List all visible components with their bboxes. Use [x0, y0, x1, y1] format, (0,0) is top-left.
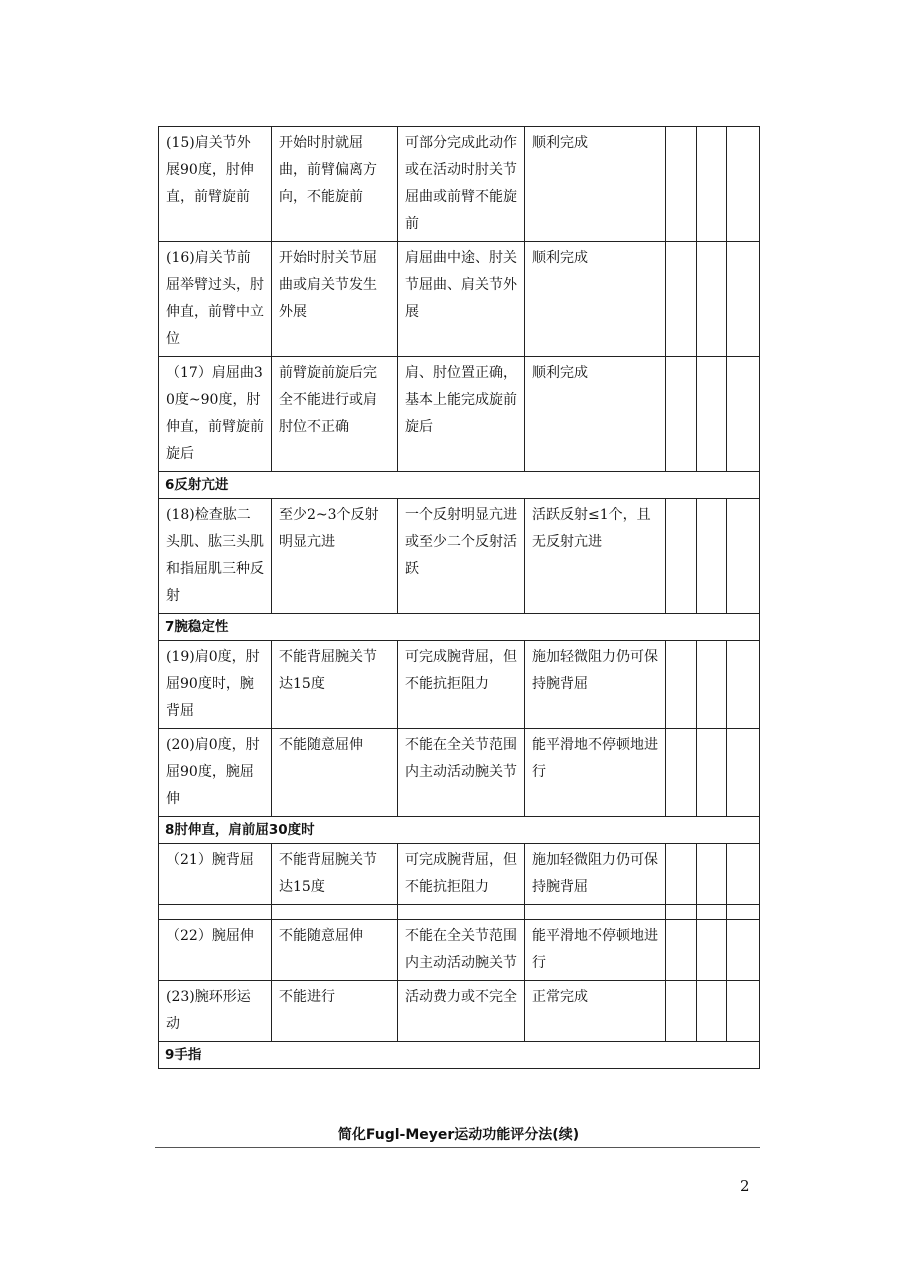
empty-cell [159, 905, 272, 920]
score-0-criteria: 开始时肘就屈曲，前臂偏离方向，不能旋前 [272, 127, 398, 242]
section-row [159, 1042, 760, 1069]
empty-cell [272, 905, 398, 920]
score-cell [666, 981, 697, 1042]
score-0-criteria: 前臂旋前旋后完全不能进行或肩肘位不正确 [272, 357, 398, 472]
score-1-criteria: 肩屈曲中途、肘关节屈曲、肩关节外展 [398, 242, 525, 357]
section-title: 9手指 [159, 1042, 760, 1069]
table-row [159, 981, 760, 1042]
score-1-criteria: 不能在全关节范围内主动活动腕关节 [398, 729, 525, 817]
assessment-table [158, 126, 760, 1069]
score-2-criteria: 正常完成 [525, 981, 666, 1042]
item-cell: (18)检查肱二头肌、肱三头肌和指屈肌三种反射 [159, 499, 272, 614]
section-title: 6反射亢进 [159, 472, 760, 499]
score-cell [697, 127, 727, 242]
score-cell [697, 920, 727, 981]
score-cell [727, 357, 760, 472]
score-cell [666, 499, 697, 614]
score-cell [727, 729, 760, 817]
score-cell [697, 844, 727, 905]
score-2-criteria: 施加轻微阻力仍可保持腕背屈 [525, 844, 666, 905]
score-1-criteria: 活动费力或不完全 [398, 981, 525, 1042]
item-cell: （21）腕背屈 [159, 844, 272, 905]
score-cell [727, 242, 760, 357]
item-cell: (19)肩0度，肘屈90度时，腕背屈 [159, 641, 272, 729]
section-title: 7腕稳定性 [159, 614, 760, 641]
table-row [159, 357, 760, 472]
empty-cell [697, 905, 727, 920]
score-cell [697, 641, 727, 729]
score-2-criteria: 顺利完成 [525, 357, 666, 472]
score-1-criteria: 不能在全关节范围内主动活动腕关节 [398, 920, 525, 981]
score-2-criteria: 能平滑地不停顿地进行 [525, 920, 666, 981]
score-cell [666, 242, 697, 357]
item-cell: （17）肩屈曲30度~90度，肘伸直，前臂旋前旋后 [159, 357, 272, 472]
score-0-criteria: 不能随意屈伸 [272, 920, 398, 981]
score-cell [727, 920, 760, 981]
score-0-criteria: 不能进行 [272, 981, 398, 1042]
score-0-criteria: 至少2~3个反射明显亢进 [272, 499, 398, 614]
section-row [159, 817, 760, 844]
item-cell: (15)肩关节外展90度，肘伸直，前臂旋前 [159, 127, 272, 242]
score-cell [697, 242, 727, 357]
score-cell [666, 641, 697, 729]
score-2-criteria: 活跃反射≤1个，且无反射亢进 [525, 499, 666, 614]
score-cell [697, 981, 727, 1042]
score-2-criteria: 顺利完成 [525, 242, 666, 357]
empty-cell [727, 905, 760, 920]
score-1-criteria: 可完成腕背屈，但不能抗拒阻力 [398, 844, 525, 905]
score-0-criteria: 不能背屈腕关节达15度 [272, 844, 398, 905]
empty-cell [666, 905, 697, 920]
page-number: 2 [740, 1177, 750, 1195]
score-0-criteria: 不能背屈腕关节达15度 [272, 641, 398, 729]
score-1-criteria: 一个反射明显亢进或至少二个反射活跃 [398, 499, 525, 614]
score-cell [697, 729, 727, 817]
score-2-criteria: 施加轻微阻力仍可保持腕背屈 [525, 641, 666, 729]
score-1-criteria: 可完成腕背屈，但不能抗拒阻力 [398, 641, 525, 729]
table-row [159, 844, 760, 905]
score-1-criteria: 肩、肘位置正确，基本上能完成旋前旋后 [398, 357, 525, 472]
score-cell [727, 127, 760, 242]
score-0-criteria: 开始时肘关节屈曲或肩关节发生外展 [272, 242, 398, 357]
score-cell [727, 641, 760, 729]
table-row [159, 641, 760, 729]
table-row [159, 242, 760, 357]
table-row [159, 127, 760, 242]
item-cell: (20)肩0度，肘屈90度，腕屈伸 [159, 729, 272, 817]
score-cell [666, 729, 697, 817]
section-title: 8肘伸直，肩前屈30度时 [159, 817, 760, 844]
spacer-row [159, 905, 760, 920]
score-cell [697, 357, 727, 472]
score-cell [697, 499, 727, 614]
item-cell: (16)肩关节前屈举臂过头，肘伸直，前臂中立位 [159, 242, 272, 357]
score-cell [666, 920, 697, 981]
item-cell: （22）腕屈伸 [159, 920, 272, 981]
score-0-criteria: 不能随意屈伸 [272, 729, 398, 817]
score-cell [666, 844, 697, 905]
table-row [159, 920, 760, 981]
empty-cell [525, 905, 666, 920]
empty-cell [398, 905, 525, 920]
table-row [159, 729, 760, 817]
table-row [159, 499, 760, 614]
footer-title: 简化Fugl-Meyer运动功能评分法(续) [337, 1127, 580, 1143]
score-2-criteria: 顺利完成 [525, 127, 666, 242]
score-1-criteria: 可部分完成此动作或在活动时肘关节屈曲或前臂不能旋前 [398, 127, 525, 242]
score-cell [727, 844, 760, 905]
score-2-criteria: 能平滑地不停顿地进行 [525, 729, 666, 817]
footer-divider [155, 1147, 760, 1148]
score-cell [666, 127, 697, 242]
item-cell: (23)腕环形运动 [159, 981, 272, 1042]
score-cell [727, 499, 760, 614]
section-row [159, 472, 760, 499]
score-cell [666, 357, 697, 472]
score-cell [727, 981, 760, 1042]
section-row [159, 614, 760, 641]
